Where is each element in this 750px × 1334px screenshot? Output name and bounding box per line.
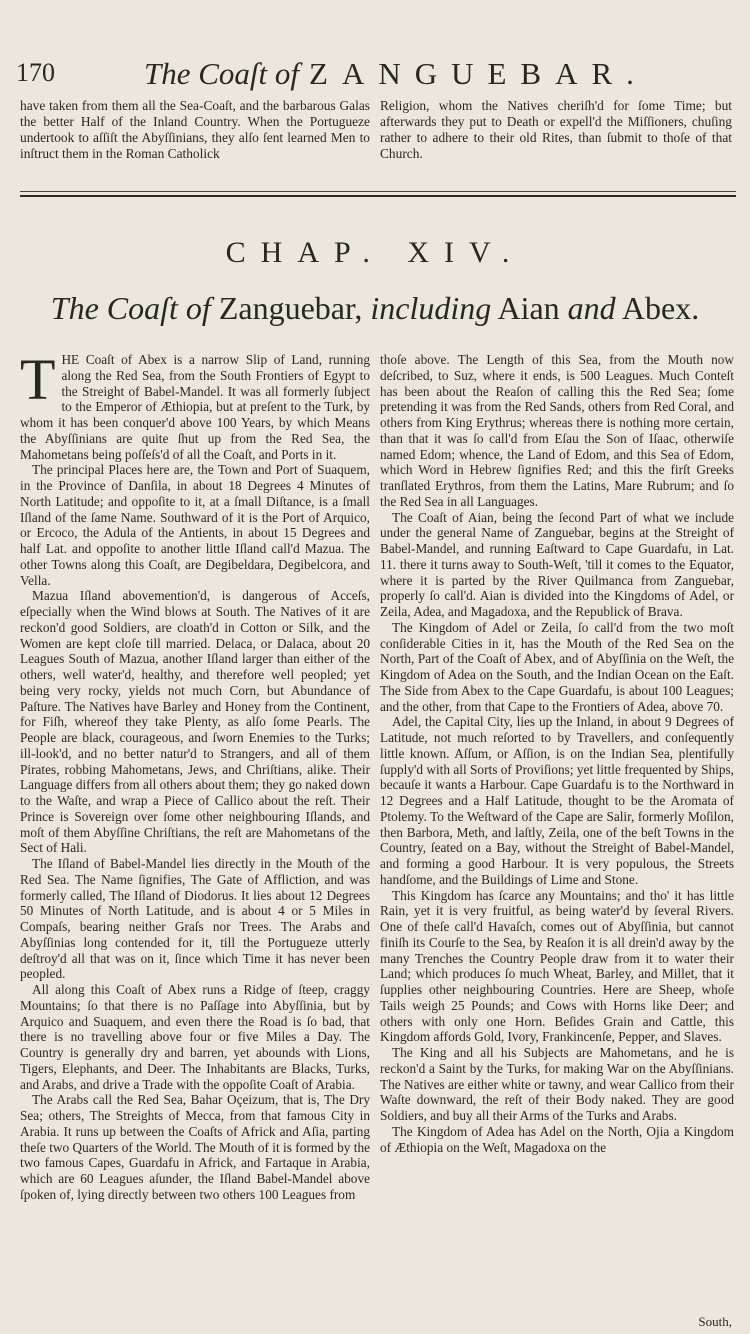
chapter-title-part: The Coaſt of: [50, 290, 211, 326]
paragraph: The Coaſt of Aian, being the ſecond Part of what we include under the general Name of Zanguebar, begins at the Streight of Babel-Mandel, and running Eaſtward to Cape Guardafu, in Lat. 11. there it turns away to South-Weſt, 'till it comes to the Equator, where it is parted by the River Quilmanca from Zanguebar, properly ſo call'd. Aian is divided into the Kingdoms of Adel, or Zeila, Adea, and Magadoxa, and the Republick of Brava.: [380, 509, 734, 619]
paragraph: All along this Coaſt of Abex runs a Ridge of ſteep, craggy Mountains; ſo that there is no Paſſage into Abyſſinia, but by Arquico and Suaquem, and even there the Road is ſo bad, that there is no travelling above four or five Miles a Day. The Country is generally dry and barren, yet abounds with Lions, Tigers, Elephants, and Deer. The Inhabitants are Blacks, Turks, and Arabs, and drive a Trade with the oppoſite Coaſt of Arabia.: [20, 982, 370, 1092]
paragraph: Mazua Iſland abovemention'd, is dangerous of Acceſs, eſpecially when the Wind blows at South. The Natives of it are reckon'd good Soldiers, are cloath'd in Cotton or Silk, and the Women are kept cloſe till married. Delaca, or Dalaca, about 20 Leagues South of Mazua, another Iſland larger than either of the others, well water'd, healthy, and therefore well peopled; yet being very rocky, yields not much Corn, but Abundance of Paſture. The Natives have Barley and Honey from the Continent, for Fiſh, whereof they take Plenty, as alſo ſome Pearls. The People are black, courageous, and ſworn Enemies to the Turks; ill-look'd, and no better natur'd to Strangers, and all of them Pirates, robbing Mahometans, Jews, and Chriſtians, alike. Their Language differs from all others about them; they go naked down to the Waſte, and wrap a Piece of Callico about the reſt. Their Prince is Sovereign over ſome other neighbouring Iſlands, and moſt of them Abyſſine Chriſtians, the reſt are Mahometans of the Sect of Hali.: [20, 588, 370, 856]
paragraph: The King and all his Subjects are Mahometans, and he is reckon'd a Saint by the Turks, for making War on the Abyſſinians. The Natives are either white or tawny, and wear Callico from their Waſte downward, the reſt of their Body naked. They are good Soldiers, and buy all their Arms of the Turks and Arabs.: [380, 1045, 734, 1123]
chapter-title-part: Aian: [497, 290, 560, 326]
paragraph: [20, 347, 370, 462]
chapter-heading: CHAP. XIV.: [225, 236, 525, 269]
paragraph: The Iſland of Babel-Mandel lies directly in the Mouth of the Red Sea. The Name ſignifies, The Gate of Affliction, and was formerly called, The Iſland of Diodorus. It lies about 12 Degrees 50 Minutes of North Latitude, and is about 4 or 5 Miles in Compaſs, bearing neither Graſs nor Trees. The Arabs and Abyſſinias long contended for it, till the Portugueze utterly deſtroy'd all that was on it, ſince which Time it has never been peopled.: [20, 856, 370, 982]
paragraph: This Kingdom has ſcarce any Mountains; and tho' it has little Rain, yet it is very fruitful, as being water'd by ſeveral Rivers. One of theſe call'd Havaſch, comes out of Abyſſinia, but cannot finiſh its Courſe to the Sea, by Reaſon it is all drein'd away by the many Trenches the Country People draw from it to water their Land; which produces ſo much Wheat, Barley, and Millet, that it ſupplies other neighbouring Countries. Here are Sheep, whoſe Tails weigh 25 Pounds; and Cows with Horns like Deer; and others with only one Horn. Beſides Grain and Cattle, this Kingdom affords Gold, Ivory, Frankincenſe, Pepper, and Slaves.: [380, 887, 734, 1045]
paragraph-text: HE Coaſt of Abex is a narrow Slip of Land, running along the Red Sea, from the South Frontiers of Egypt to the Streight of Babel-Mandel. It was all formerly ſubject to the Emperor of Æthiopia, but at preſent to the Turk, by whom it has been conquer'd above 100 Years, by which Means the Abyſſinians are quite ſhut up from the Red Sea, the Mahometans being poſſeſs'd of all the Coaſt, and Ports in it.: [20, 352, 370, 462]
chapter-title-part: Zanguebar,: [218, 290, 363, 326]
paragraph: The Kingdom of Adel or Zeila, ſo call'd from the two moſt conſiderable Cities in it, has the Mouth of the Red Sea on the North, Part of the Coaſt of Abex, and of Abyſſinia on the Weſt, the Kingdom of Adea on the South, and the Indian Ocean on the Eaſt. The Side from Abex to the Cape Guardafu, is about 100 Leagues; and the other, from that Cape to the Frontiers of Adea, above 70.: [380, 619, 734, 714]
divider-rule-thin: [20, 191, 736, 192]
running-title-italic: The Coaſt of: [144, 56, 300, 91]
catchword: South,: [698, 1314, 732, 1329]
chapter-title-part: and: [567, 290, 616, 326]
paragraph: The Kingdom of Adea has Adel on the North, Ojia a Kingdom of Æthiopia on the Weſt, Magadoxa on the: [380, 1123, 734, 1155]
top-right-text: Religion, whom the Natives cheriſh'd for ſome Time; but afterwards they put to Death or expell'd the Miſſioners, chuſing rather to adhere to their old Rites, than ſubmit to thoſe of that Church.: [380, 98, 732, 161]
chapter-title-part: including: [370, 290, 492, 326]
left-column: [20, 347, 370, 1203]
chapter-title-part: Abex.: [621, 290, 700, 326]
chapter-title: [0, 290, 750, 327]
drop-cap: T: [20, 347, 56, 412]
paragraph: The Arabs call the Red Sea, Bahar Oçeizum, that is, The Dry Sea; others, The Streights of Mecca, from that famous City in Arabia. It runs up between the Coaſts of Africk and Aſia, parting theſe two Quarters of the World. The Mouth of it is formed by the two famous Capes, Guardafu in Africk, and Fartaque in Arabia, which are 60 Leagues aſunder, the Iſland Babel-Mandel above ſpoken of, lying directly between two others 100 Leagues from: [20, 1092, 370, 1202]
running-title-caps: ZANGUEBAR.: [309, 56, 648, 91]
paragraph: thoſe above. The Length of this Sea, from the Mouth now deſcribed, to Suz, where it ends, is 500 Leagues. Much Conteſt has been about the Reaſon of calling this the Red Sea; ſome pretending it was from the Red Sands, others from Red Coral, and others from King Erythrus; whereas there is nothing more certain, than that it was ſo call'd from Eſau the Son of Iſaac, otherwiſe named Edom; whence, the Land of Edom, and this Sea of Edom, which Word in Hebrew ſignifies Red; and this the firſt Greeks tranſlated Erythros, from them the Latins, Mare Rubrum; and ſo the Red Sea in all Languages.: [380, 352, 734, 509]
top-left-text: have taken from them all the Sea-Coaſt, and the barbarous Galas the better Half of the Inland Country. When the Portugueze undertook to aſſiſt the Abyſſinians, they alſo ſent learned Men to inſtruct them in the Roman Catholick: [20, 98, 370, 161]
right-column: [380, 352, 734, 1155]
page-number: 170: [16, 58, 55, 87]
running-title: [144, 56, 648, 92]
paragraph: The principal Places here are, the Town and Port of Suaquem, in the Province of Danſila, in about 18 Degrees 4 Minutes of North Latitude; and oppoſite to it, at a ſmall Diſtance, is a ſmall Iſland of the ſame Name. Southward of it is the Port of Arquico, or Ercoco, the Adula of the Antients, in about 15 Degrees and half Lat. and oppoſite to another little Iſland call'd Mazua. The other Towns along this Coaſt, are Degibeldara, Degibelcora, and Vella.: [20, 462, 370, 588]
paragraph: Adel, the Capital City, lies up the Inland, in about 9 Degrees of Latitude, not much reſorted to by Travellers, and conſequently little known. Aſſum, or Aſſion, is on the Indian Sea, plentifully ſupply'd with all Sorts of Proviſions; yet little frequented by Ships, becauſe it wants a Harbour. Cape Guardafu is to the Northward in 12 Degrees and a Half Latitude, thought to be the Aromata of Ptolemy. To the Weſtward of the Cape are Salir, formerly Moſilon, then Barbora, Meth, and laſtly, Zeila, one of the beſt Towns in the Country, ſeated on a Bay, without the Streight of Babel-Mandel, and forming a good Harbour. It is very populous, the Streets handſome, and the Buildings of Lime and Stone.: [380, 714, 734, 887]
divider-rule-thick: [20, 195, 736, 197]
running-header: [16, 56, 734, 100]
